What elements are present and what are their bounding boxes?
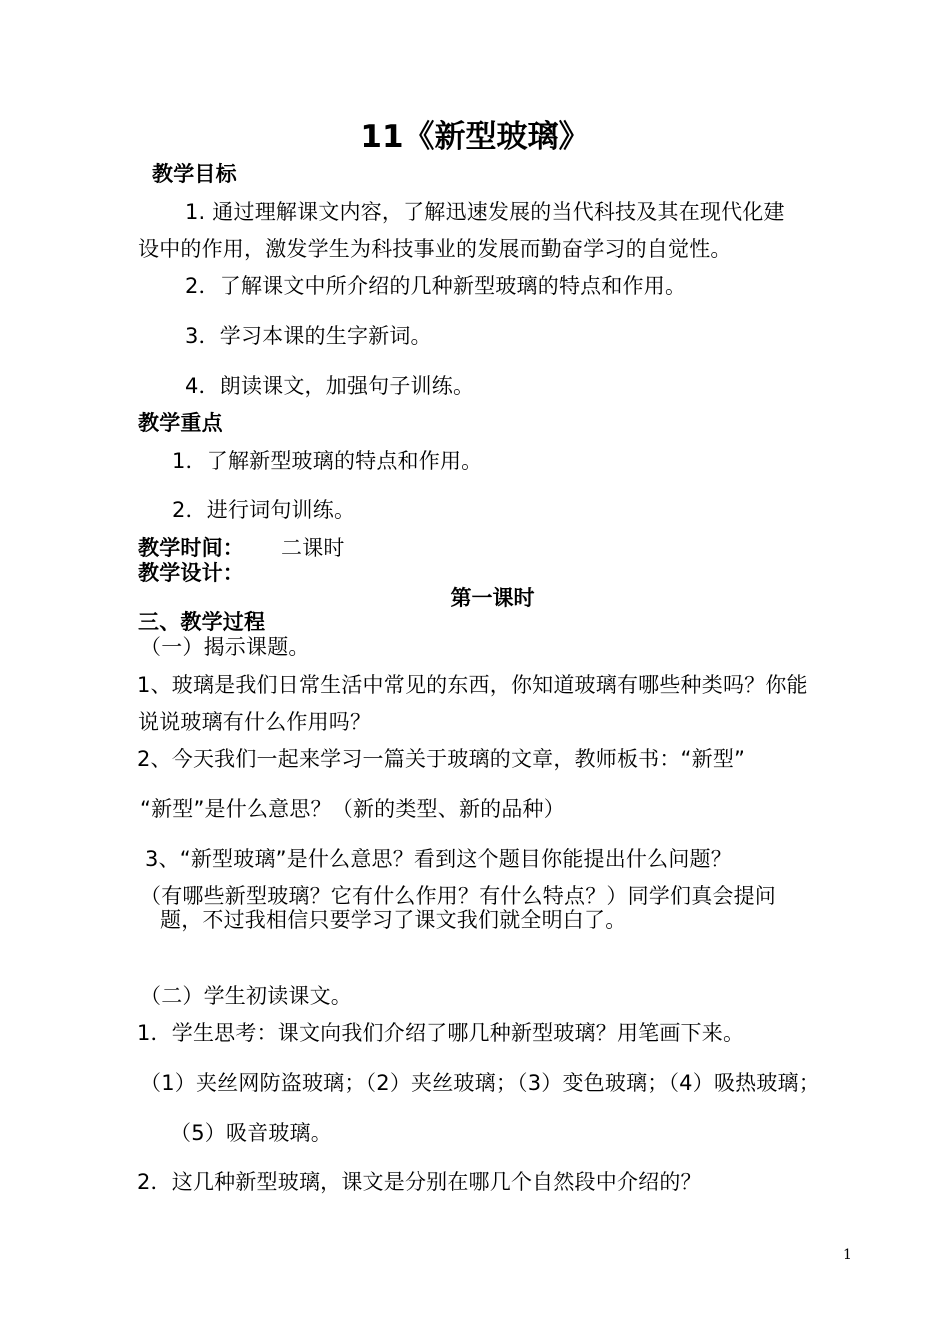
part-1-q1-line-2: 说说玻璃有什么作用吗？ [138,710,372,734]
part-1-heading: （一）揭示课题。 [140,635,310,659]
key-point-1: 1．了解新型玻璃的特点和作用。 [172,449,483,473]
goal-1-line-1: 1. 通过理解课文内容，了解迅速发展的当代科技及其在现代化建 [185,200,785,224]
key-point-2: 2．进行词句训练。 [172,498,356,522]
page-number: 1 [843,1247,852,1263]
goals-heading: 教学目标 [152,162,237,186]
key-points-heading: 教学重点 [138,411,223,435]
part-1-q2-followup: “新型”是什么意思？（新的类型、新的品种） [140,797,565,821]
part-1-q1-line-1: 1、玻璃是我们日常生活中常见的东西，你知道玻璃有哪些种类吗？你能 [137,673,808,697]
goal-2: 2．了解课文中所介绍的几种新型玻璃的特点和作用。 [185,274,687,298]
part-2-q1: 1．学生思考：课文向我们介绍了哪几种新型玻璃？用笔画下来。 [137,1021,745,1045]
part-2-q2: 2．这几种新型玻璃，课文是分别在哪几个自然段中介绍的？ [137,1170,702,1194]
glass-types-line-2: （5）吸音玻璃。 [170,1121,332,1145]
goal-4: 4．朗读课文，加强句子训练。 [185,374,475,398]
goal-1-line-2: 设中的作用，激发学生为科技事业的发展而勤奋学习的自觉性。 [138,237,732,261]
teaching-time-value: 二课时 [281,536,345,560]
part-2-heading: （二）学生初读课文。 [140,984,352,1008]
lesson-heading: 第一课时 [450,586,535,610]
goal-3: 3．学习本课的生字新词。 [185,324,432,348]
glass-types-line-1: （1）夹丝网防盗玻璃；（2）夹丝玻璃；（3）变色玻璃；（4）吸热玻璃； [140,1071,820,1095]
part-1-q2: 2、今天我们一起来学习一篇关于玻璃的文章，教师板书：“新型” [137,747,746,771]
document-title: 11《新型玻璃》 [360,119,590,155]
part-1-q3: 3、“新型玻璃”是什么意思？看到这个题目你能提出什么问题？ [145,847,732,871]
teaching-design-label: 教学设计： [138,561,244,585]
part-1-q3-answer-line-1: （有哪些新型玻璃？它有什么作用？有什么特点？）同学们真会提问 [140,884,776,908]
process-heading: 三、教学过程 [138,610,266,634]
part-1-q3-answer-line-2: 题，不过我相信只要学习了课文我们就全明白了。 [160,908,627,932]
teaching-time-label: 教学时间： [138,536,244,560]
